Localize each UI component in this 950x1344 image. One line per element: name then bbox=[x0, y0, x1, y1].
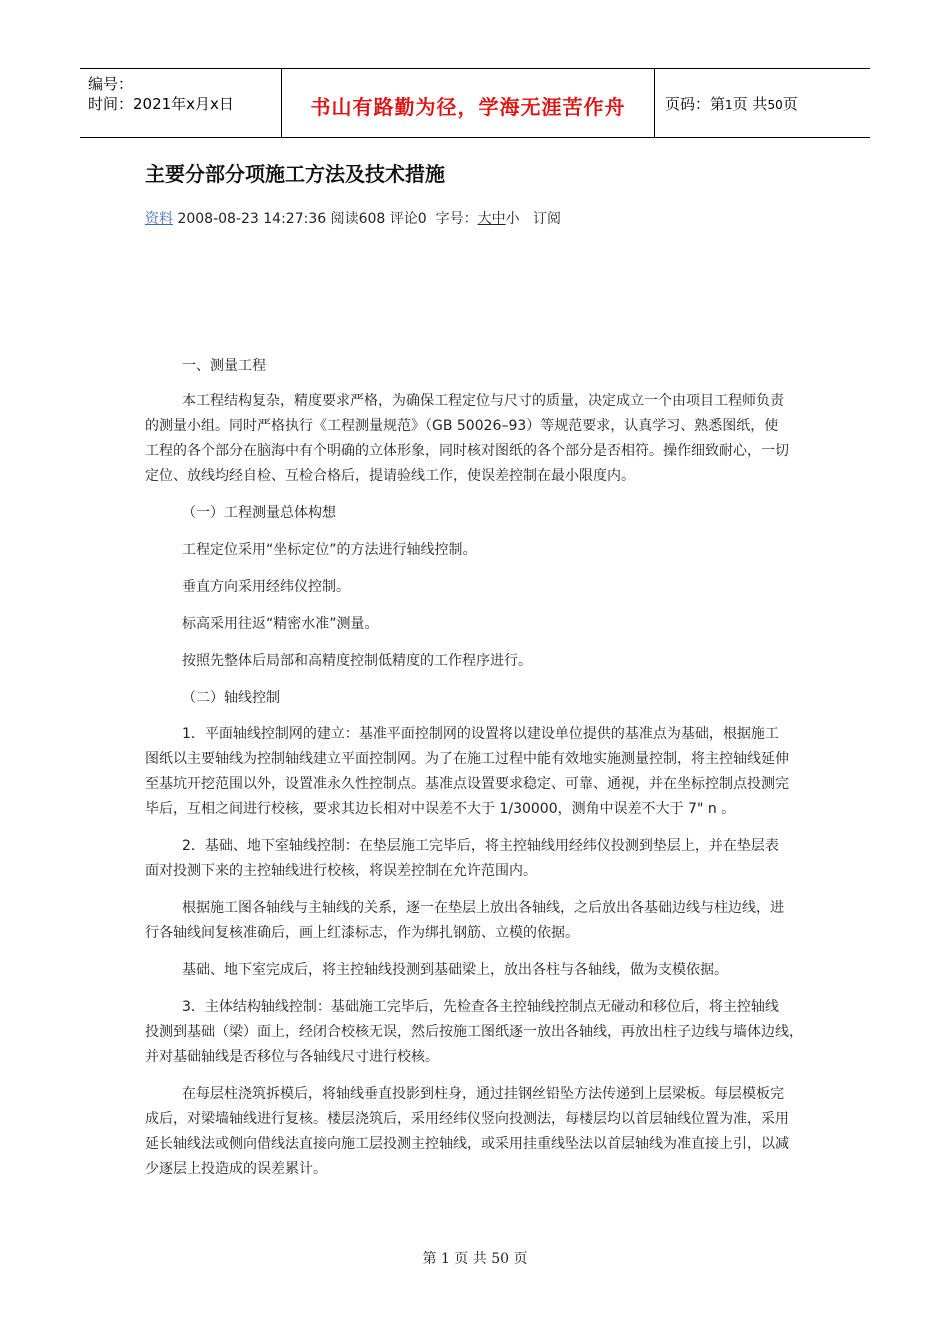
category-link[interactable]: 资料 bbox=[145, 211, 173, 227]
header-page-cell bbox=[655, 69, 870, 137]
paragraph-line: 成后，对梁墙轴线进行复核。楼层浇筑后，采用经纬仪竖向投测法，每楼层均以首层轴线位置为准，采用 bbox=[145, 1111, 789, 1127]
font-small-link[interactable]: 小 bbox=[505, 211, 520, 227]
article-title: 主要分部分项施工方法及技术措施 bbox=[145, 162, 445, 186]
article-meta bbox=[145, 208, 561, 228]
paragraph-line: 3．主体结构轴线控制：基础施工完毕后，先检查各主控轴线控制点无碰动和移位后，将主控轴线 bbox=[182, 999, 779, 1015]
paragraph-line: 图纸以主要轴线为控制轴线建立平面控制网。为了在施工过程中能有效地实施测量控制，将主控轴线延伸 bbox=[145, 751, 789, 767]
paragraph-line: 标高采用往返“精密水准”测量。 bbox=[182, 616, 379, 632]
paragraph-line: 至基坑开挖范围以外，设置准永久性控制点。基准点设置要求稳定、可靠、通视，并在坐标控制点投测完 bbox=[145, 776, 789, 792]
paragraph-line: 行各轴线间复核准确后，画上红漆标志，作为绑扎钢筋、立模的依据。 bbox=[145, 925, 579, 941]
post-datetime: 2008-08-23 14:27:36 bbox=[177, 211, 327, 227]
subsection-heading: （二）轴线控制 bbox=[182, 690, 280, 706]
page-current: 1 bbox=[725, 98, 733, 112]
paragraph-line: 1．平面轴线控制网的建立：基准平面控制网的设置将以建设单位提供的基准点为基础，根据施工 bbox=[182, 726, 779, 742]
font-size-label: 字号： bbox=[435, 211, 478, 227]
paragraph-line: 根据施工图各轴线与主轴线的关系，逐一在垫层上放出各轴线，之后放出各基础边线与柱边线，进 bbox=[182, 900, 784, 916]
paragraph-line: 毕后，互相之间进行校核，要求其边长相对中误差不大于 1/30000，测角中误差不大于 7" n 。 bbox=[145, 801, 736, 817]
comment-count[interactable]: 评论0 bbox=[389, 211, 427, 227]
paragraph-line: 定位、放线均经自检、互检合格后，提请验线工作，使误差控制在最小限度内。 bbox=[145, 468, 635, 484]
header-motto: 书山有路勤为径，学海无涯苦作舟 bbox=[310, 95, 626, 119]
paragraph-line: 的测量小组。同时严格执行《工程测量规范》（GB 50026–93）等规范要求，认真学习、熟悉图纸，使 bbox=[145, 418, 779, 434]
paragraph-line: 延长轴线法或侧向借线法直接向施工层投测主控轴线，或采用挂重线坠法以首层轴线为准直接上引，以减 bbox=[145, 1136, 789, 1152]
document-header bbox=[80, 68, 870, 138]
font-medium-link[interactable]: 中 bbox=[491, 211, 506, 227]
read-count: 阅读608 bbox=[330, 211, 386, 227]
font-large-link[interactable]: 大 bbox=[477, 211, 492, 227]
paragraph-line: 工程定位采用“坐标定位”的方法进行轴线控制。 bbox=[182, 542, 477, 558]
header-left-cell bbox=[80, 69, 280, 137]
paragraph-line: 并对基础轴线是否移位与各轴线尺寸进行校核。 bbox=[145, 1049, 439, 1065]
paragraph-line: 垂直方向采用经纬仪控制。 bbox=[182, 579, 350, 595]
document-date: 时间：2021年x月x日 bbox=[88, 95, 234, 113]
header-page-number bbox=[665, 93, 798, 114]
subscribe-link[interactable]: 订阅 bbox=[532, 211, 561, 227]
page-footer: 第 1 页 共 50 页 bbox=[422, 1251, 528, 1267]
paragraph-line: 面对投测下来的主控轴线进行校核，将误差控制在允许范围内。 bbox=[145, 863, 537, 879]
page-total: 50 bbox=[767, 98, 783, 112]
header-motto-cell bbox=[281, 69, 655, 137]
page-prefix: 页码：第 bbox=[665, 95, 726, 113]
paragraph-line: 在每层柱浇筑拆模后，将轴线垂直投影到柱身，通过挂钢丝铅坠方法传递到上层梁板。每层模板完 bbox=[182, 1086, 784, 1102]
subsection-heading: （一）工程测量总体构想 bbox=[182, 505, 336, 521]
paragraph-line: 少逐层上投造成的误差累计。 bbox=[145, 1161, 327, 1177]
section-heading: 一、测量工程 bbox=[182, 358, 266, 374]
page-suffix: 页 bbox=[782, 95, 798, 113]
paragraph-line: 基础、地下室完成后，将主控轴线投测到基础梁上，放出各柱与各轴线，做为支模依据。 bbox=[182, 962, 728, 978]
page-middle: 页 共 bbox=[732, 95, 768, 113]
paragraph-line: 按照先整体后局部和高精度控制低精度的工作程序进行。 bbox=[182, 653, 532, 669]
paragraph-line: 投测到基础（梁）面上，经闭合校核无误，然后按施工图纸逐一放出各轴线，再放出柱子边线与墙体边线， bbox=[145, 1024, 803, 1040]
paragraph-line: 2．基础、地下室轴线控制：在垫层施工完毕后，将主控轴线用经纬仪投测到垫层上，并在垫层表 bbox=[182, 838, 779, 854]
paragraph-line: 本工程结构复杂，精度要求严格，为确保工程定位与尺寸的质量，决定成立一个由项目工程师负责 bbox=[182, 393, 784, 409]
document-number-label: 编号： bbox=[88, 75, 134, 93]
paragraph-line: 工程的各个部分在脑海中有个明确的立体形象，同时核对图纸的各个部分是否相符。操作细致耐心，一切 bbox=[145, 443, 789, 459]
